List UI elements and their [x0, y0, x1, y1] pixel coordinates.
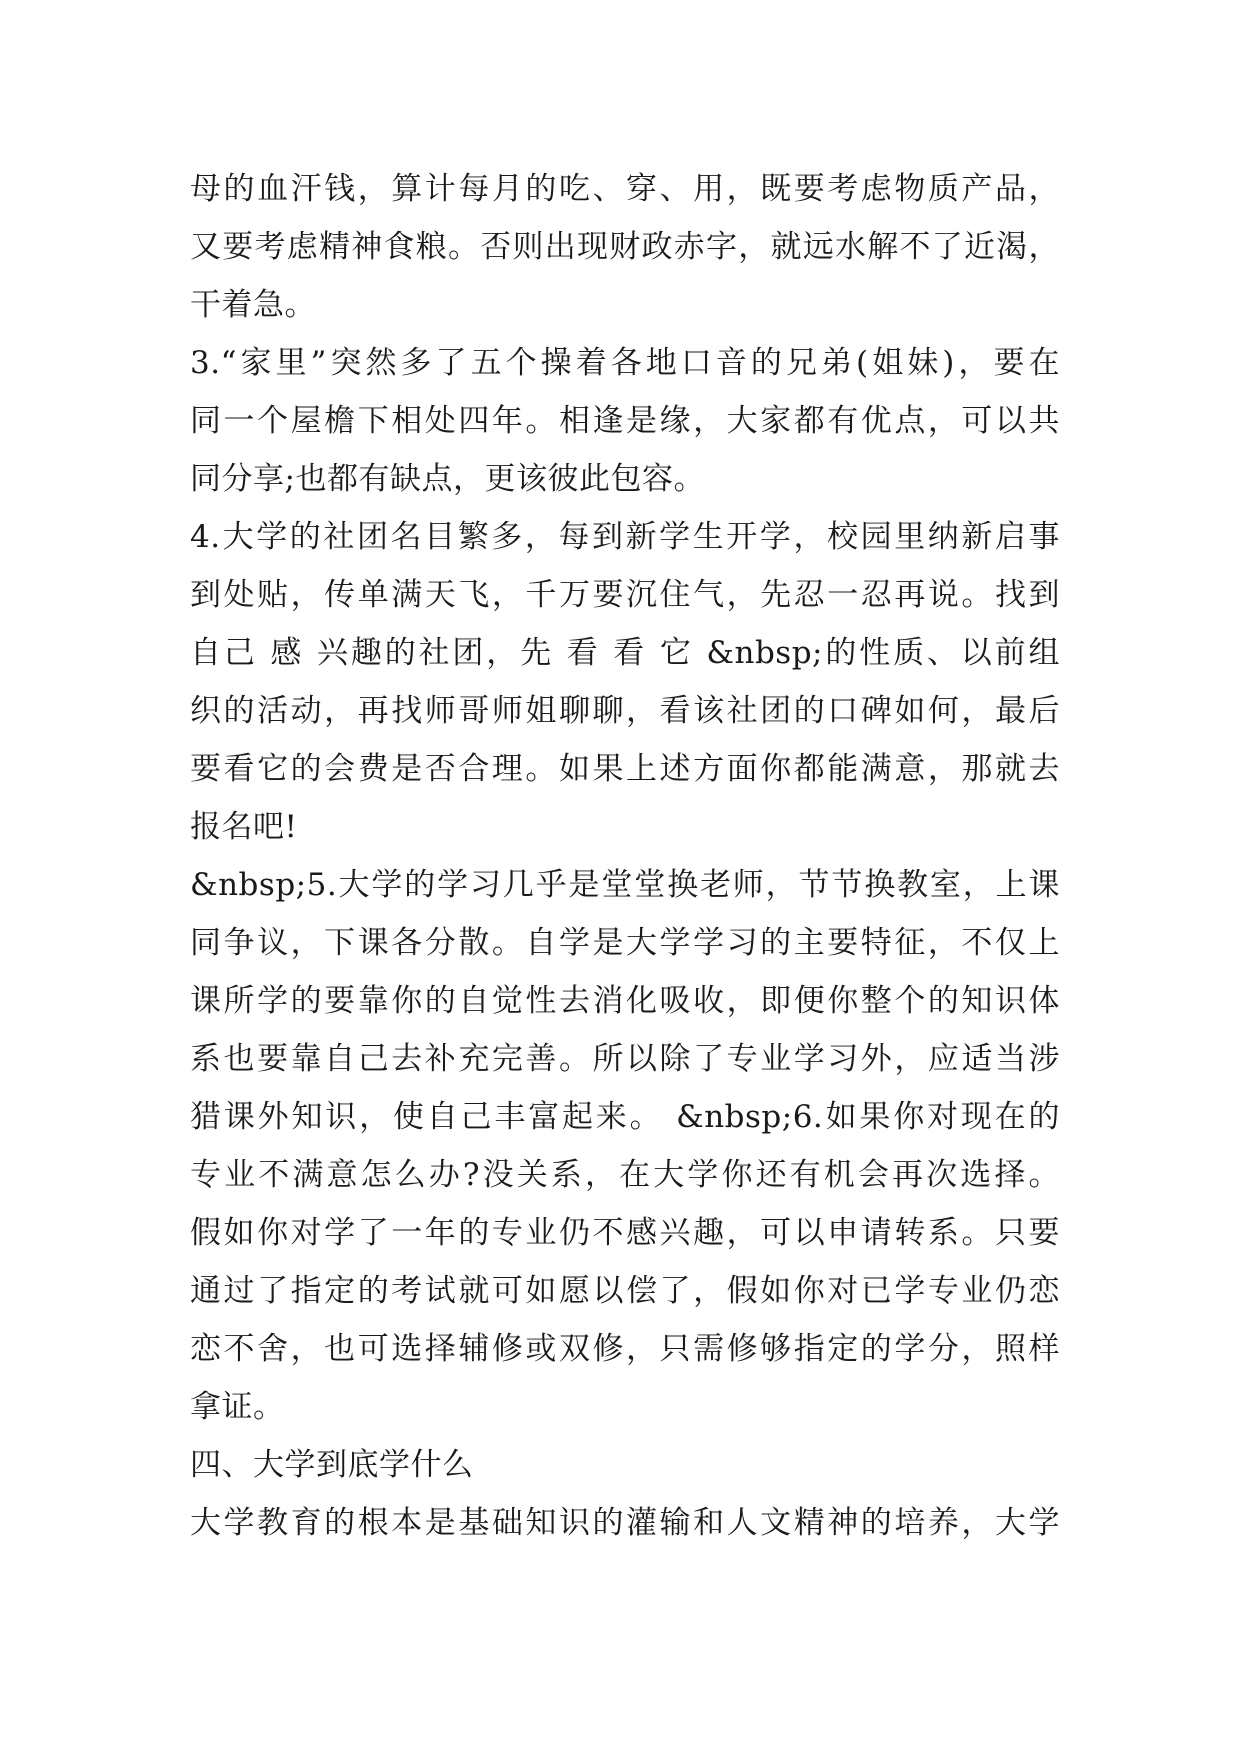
text-line: 系也要靠自己去补充完善。所以除了专业学习外，应适当涉 [190, 1041, 1060, 1077]
text-line: 织的活动，再找师哥师姐聊聊，看该社团的口碑如何，最后 [190, 693, 1060, 729]
text-line: 自己 感 兴趣的社团，先 看 看 它 &nbsp;的性质、以前组 [190, 635, 1060, 671]
text-line: 四、大学到底学什么 [190, 1447, 474, 1483]
text-line: 恋不舍，也可选择辅修或双修，只需修够指定的学分，照样 [190, 1331, 1060, 1367]
text-line: 同分享;也都有缺点，更该彼此包容。 [190, 461, 705, 497]
text-line: 课所学的要靠你的自觉性去消化吸收，即便你整个的知识体 [190, 983, 1060, 1019]
text-line: 报名吧! [190, 809, 298, 845]
text-line: 同争议，下课各分散。自学是大学学习的主要特征，不仅上 [190, 925, 1060, 961]
text-line: 干着急。 [190, 287, 316, 323]
body-text [190, 160, 1060, 1552]
text-line: 拿证。 [190, 1389, 285, 1425]
text-line: 3.“家里”突然多了五个操着各地口音的兄弟(姐妹)，要在 [190, 345, 1060, 381]
text-line: 4.大学的社团名目繁多，每到新学生开学，校园里纳新启事 [190, 519, 1060, 555]
text-line: 猎课外知识，使自己丰富起来。 &nbsp;6.如果你对现在的 [190, 1099, 1060, 1135]
text-line: 假如你对学了一年的专业仍不感兴趣，可以申请转系。只要 [190, 1215, 1060, 1251]
text-line: &nbsp;5.大学的学习几乎是堂堂换老师，节节换教室，上课 [190, 867, 1060, 903]
text-line: 到处贴，传单满天飞，千万要沉住气，先忍一忍再说。找到 [190, 577, 1060, 613]
text-line: 同一个屋檐下相处四年。相逢是缘，大家都有优点，可以共 [190, 403, 1060, 439]
text-line: 要看它的会费是否合理。如果上述方面你都能满意，那就去 [190, 751, 1060, 787]
text-line: 专业不满意怎么办?没关系，在大学你还有机会再次选择。 [190, 1157, 1060, 1193]
text-line: 通过了指定的考试就可如愿以偿了，假如你对已学专业仍恋 [190, 1273, 1060, 1309]
text-line: 大学教育的根本是基础知识的灌输和人文精神的培养，大学 [190, 1505, 1060, 1541]
text-line: 又要考虑精神食粮。否则出现财政赤字，就远水解不了近渴， [190, 229, 1060, 265]
text-line: 母的血汗钱，算计每月的吃、穿、用，既要考虑物质产品， [190, 171, 1060, 207]
